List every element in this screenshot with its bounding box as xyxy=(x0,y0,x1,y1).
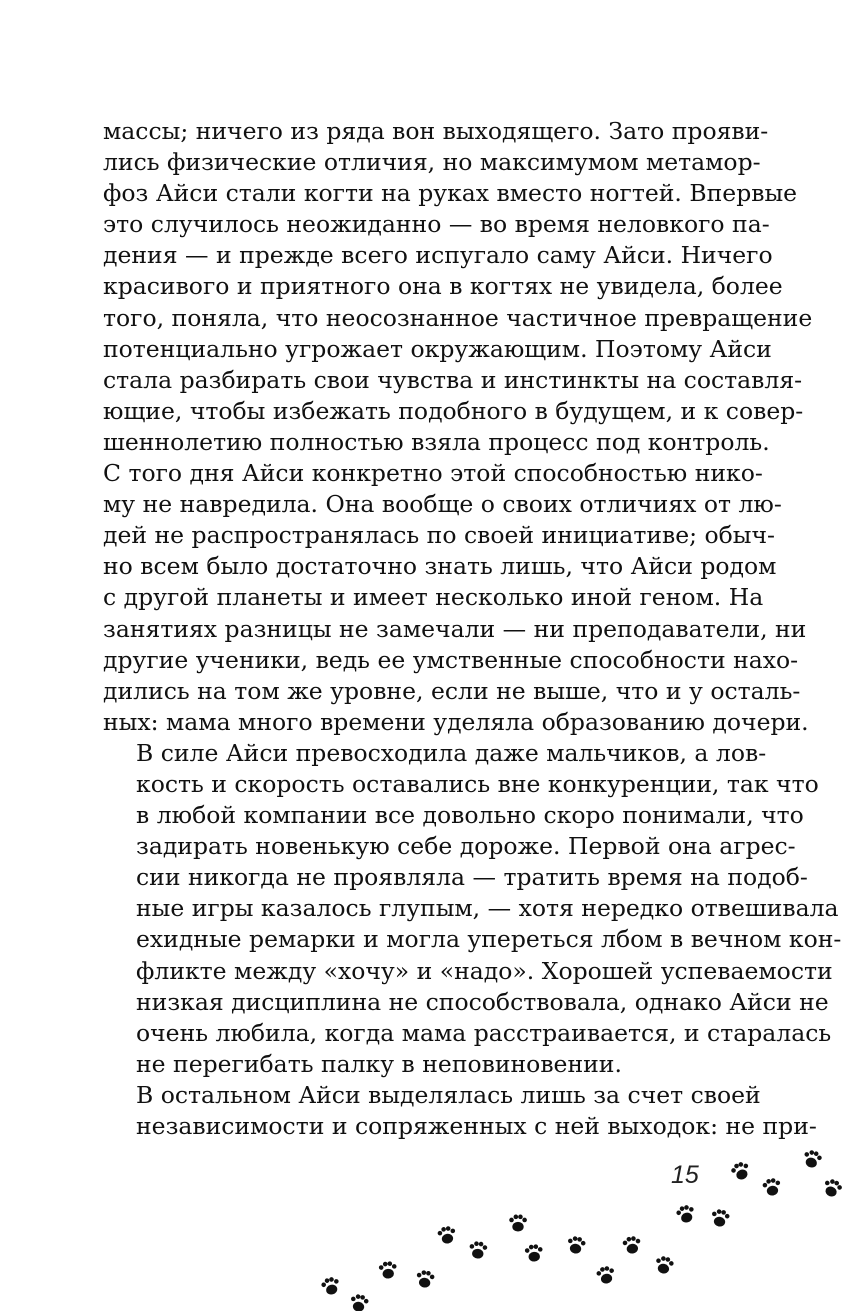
paragraph xyxy=(103,1080,817,1142)
paw-print-icon xyxy=(710,1208,730,1228)
page-number: 15 xyxy=(671,1161,699,1189)
paw-print-icon xyxy=(566,1235,586,1255)
paw-print-icon xyxy=(622,1235,642,1254)
text-line: шеннолетию полностью взяла процесс под контроль. xyxy=(103,427,770,456)
paw-print-icon xyxy=(349,1293,369,1311)
text-line: не перегибать палку в неповиновении. xyxy=(136,1049,622,1078)
text-line: ные игры казалось глупым, — хотя нередко отвешивала xyxy=(136,894,839,923)
text-line: но всем было достаточно знать лишь, что Айси родом xyxy=(103,552,777,581)
text-line: потенциально угрожает окружающим. Поэтому Айси xyxy=(103,334,772,363)
paw-print-icon xyxy=(654,1255,675,1275)
text-line: ющие, чтобы избежать подобного в будущем, и к совер- xyxy=(103,396,804,425)
text-line: фликте между «хочу» и «надо». Хорошей успеваемости xyxy=(136,956,833,985)
text-line: того, поняла, что неосознанное частичное превращение xyxy=(103,303,813,332)
text-line: С того дня Айси конкретно этой способностью нико- xyxy=(103,459,763,488)
paw-print-icon xyxy=(802,1149,823,1170)
paw-print-icon xyxy=(509,1215,527,1232)
text-line: очень любила, когда мама расстраивается, и старалась xyxy=(136,1018,832,1047)
text-line: ных: мама много времени уделяла образованию дочери. xyxy=(103,707,809,736)
paw-print-icon xyxy=(524,1244,543,1262)
text-line: задирать новенькую себе дороже. Первой она агрес- xyxy=(136,832,796,861)
text-line: му не навредила. Она вообще о своих отличиях от лю- xyxy=(103,490,782,519)
text-line: ехидные ремарки и могла упереться лбом в вечном кон- xyxy=(136,925,842,954)
paw-print-icon xyxy=(821,1177,843,1199)
paragraph xyxy=(103,738,842,1080)
body-text xyxy=(103,116,842,1142)
paw-print-icon xyxy=(437,1225,457,1245)
text-line: В силе Айси превосходила даже мальчиков, а лов- xyxy=(136,738,767,767)
text-line: в любой компании все довольно скоро понимали, что xyxy=(136,801,804,830)
text-line: стала разбирать свои чувства и инстинкты на составля- xyxy=(103,365,803,394)
paragraph xyxy=(103,116,813,738)
text-line: массы; ничего из ряда вон выходящего. Зато прояви- xyxy=(103,117,769,145)
text-line: фоз Айси стали когти на руках вместо ногтей. Впервые xyxy=(103,179,798,208)
text-line: кость и скорость оставались вне конкуренции, так что xyxy=(136,769,819,798)
paw-print-icon xyxy=(730,1160,752,1182)
paw-print-icon xyxy=(595,1265,616,1285)
text-line: лись физические отличия, но максимумом метамор- xyxy=(103,148,761,177)
paw-print-icon xyxy=(415,1269,435,1288)
paw-print-icon xyxy=(469,1241,488,1259)
paw-print-icon xyxy=(675,1204,696,1225)
text-line: это случилось неожиданно — во время неловкого па- xyxy=(103,210,770,239)
text-line: занятиях разницы не замечали — ни преподаватели, ни xyxy=(103,614,807,643)
paw-print-icon xyxy=(378,1261,397,1279)
text-line: другие ученики, ведь ее умственные способности нахо- xyxy=(103,645,799,674)
text-line: низкая дисциплина не способствовала, однако Айси не xyxy=(136,987,829,1016)
text-line: независимости и сопряженных с ней выходок: не при- xyxy=(136,1112,817,1140)
text-line: дей не распространялась по своей инициативе; обыч- xyxy=(103,521,775,550)
text-line: дились на том же уровне, если не выше, что и у осталь- xyxy=(103,676,801,705)
paw-print-icon xyxy=(762,1177,782,1197)
text-line: сии никогда не проявляла — тратить время на подоб- xyxy=(136,863,808,892)
paw-print-icon xyxy=(320,1276,341,1297)
text-line: В остальном Айси выделялась лишь за счет своей xyxy=(136,1080,761,1109)
text-line: дения — и прежде всего испугало саму Айси. Ничего xyxy=(103,241,773,270)
text-line: красивого и приятного она в когтях не увидела, более xyxy=(103,272,783,301)
text-line: с другой планеты и имеет несколько иной геном. На xyxy=(103,583,764,612)
